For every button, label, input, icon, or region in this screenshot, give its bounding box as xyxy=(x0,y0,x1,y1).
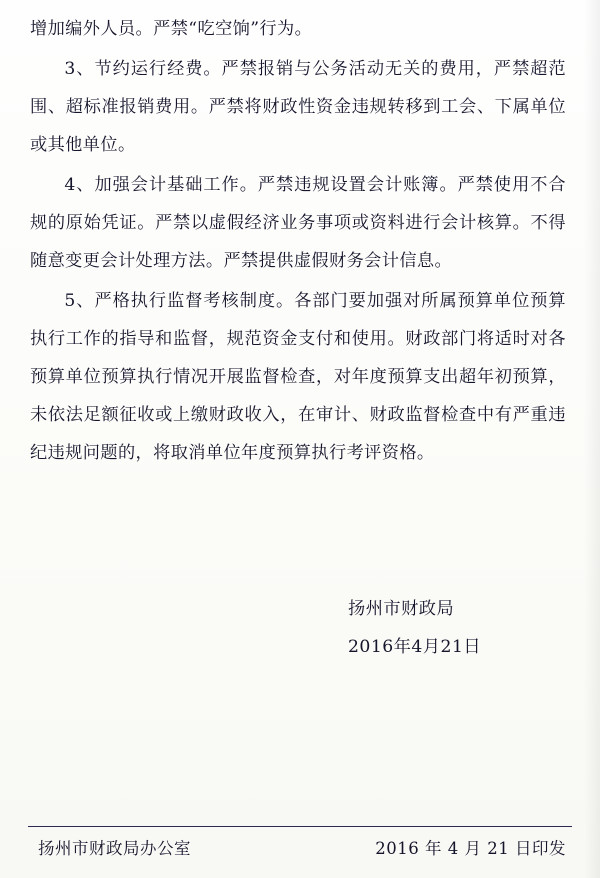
footer-row xyxy=(28,834,572,864)
paragraph-item-4: 4、加强会计基础工作。严禁违规设置会计账簿。严禁使用不合规的原始凭证。严禁以虚假经济业务事项或资料进行会计核算。不得随意变更会计处理方法。严禁提供虚假财务会计信息。 xyxy=(30,175,566,271)
paragraph-item-5: 5、严格执行监督考核制度。各部门要加强对所属预算单位预算执行工作的指导和监督，规范资金支付和使用。财政部门将适时对各预算单位预算执行情况开展监督检查，对年度预算支出超年初预算，未依法足额征收或上缴财政收入，在审计、财政监督检查中有严重违纪违规问题的，将取消单位年度预算执行考评资格。 xyxy=(30,291,566,463)
footer-issue-date: 2016 年 4 月 21 日印发 xyxy=(375,839,566,858)
document-footer xyxy=(28,826,572,864)
footer-office: 扬州市财政局办公室 xyxy=(38,839,191,858)
signature-date: 2016年4月21日 xyxy=(348,637,482,657)
signature-issuer: 扬州市财政局 xyxy=(348,599,455,619)
page-edge-shadow xyxy=(584,0,600,878)
document-body xyxy=(30,10,566,666)
signature-block xyxy=(30,590,566,666)
footer-divider xyxy=(28,826,572,827)
paragraph-item-3: 3、节约运行经费。严禁报销与公务活动无关的费用，严禁超范围、超标准报销费用。严禁将财政性资金违规转移到工会、下属单位或其他单位。 xyxy=(30,59,566,155)
paragraph-continued: 增加编外人员。严禁“吃空饷”行为。 xyxy=(30,19,313,39)
